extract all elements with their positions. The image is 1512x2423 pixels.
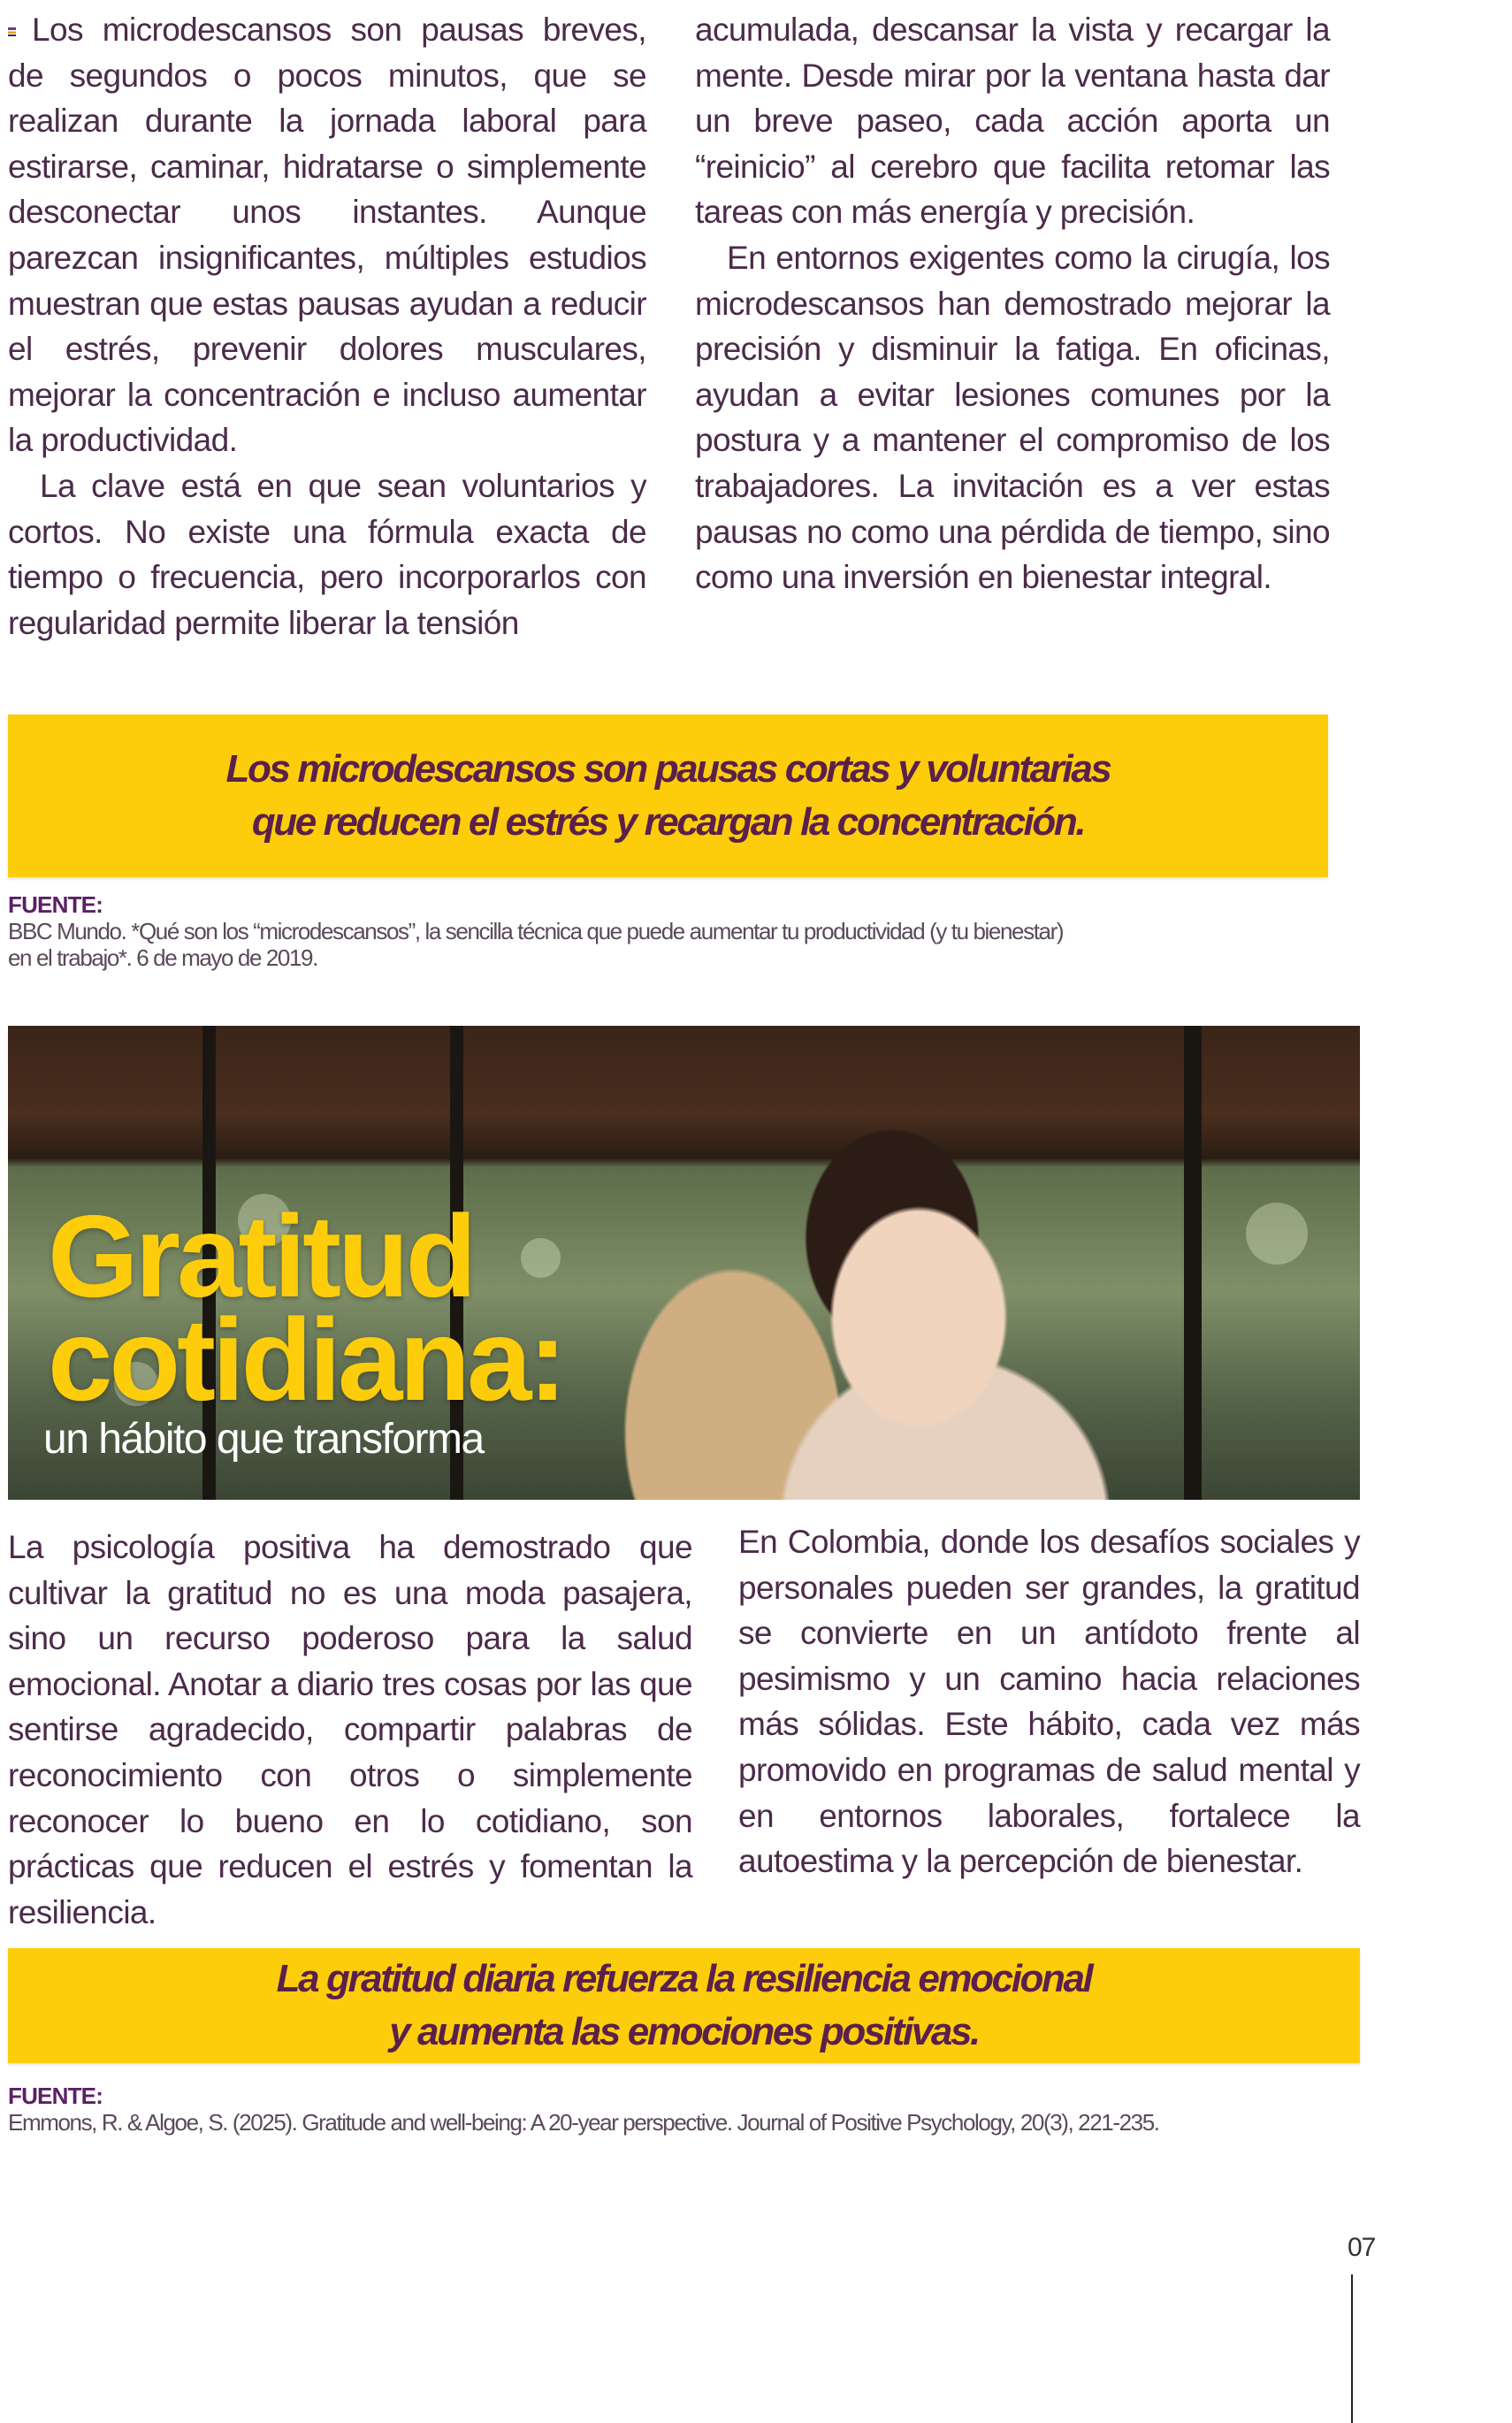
microbreaks-source [8,891,1063,971]
quote-line: La gratitud diaria refuerza la resiliencia emocional [276,1957,1092,2000]
gratitude-source [8,2083,1159,2136]
paragraph: La psicología positiva ha demostrado que cultivar la gratitud no es una moda pasajera, sino un recurso poderoso para la salud emocional. Anotar a diario tres cosas por las que sentirse agradecido, compartir palabras de reconocimiento con otros o simplemente reconocer lo bueno en lo cotidiano, son prácticas que reducen el estrés y fomentan la resiliencia. [8,1529,692,1930]
microbreaks-left-column [8,7,646,646]
source-text: Emmons, R. & Algoe, S. (2025). Gratitude and well-being: A 20-year perspective. Journal of Positive Psychology, 20(3), 221-235. [8,2109,1159,2136]
paragraph: acumulada, descansar la vista y recargar la mente. Desde mirar por la ventana hasta dar un breve paseo, cada acción aporta un “reinicio” al cerebro que facilita retomar las tareas con más energía y precisión. [695,11,1330,231]
source-text: en el trabajo*. 6 de mayo de 2019. [8,944,317,971]
page-divider-line [1351,2274,1353,2423]
quote-line: que reducen el estrés y recargan la concentración. [251,800,1085,844]
bokeh-light [1246,1203,1308,1265]
gratitude-subtitle: un hábito que transforma [43,1416,484,1463]
source-text: BBC Mundo. *Qué son los “microdescansos”, la sencilla técnica que puede aumentar tu productividad (y tu bienestar) [8,918,1064,944]
bokeh-light [521,1238,561,1278]
paragraph: En entornos exigentes como la cirugía, los microdescansos han demostrado mejorar la precisión y disminuir la fatiga. En oficinas, ayudan a evitar lesiones comunes por la postura y a mantener el compromiso de los trabajadores. La invitación es a ver estas pausas no como una pérdida de tiempo, sino como una inversión en bienestar integral. [695,239,1330,596]
paragraph: La clave está en que sean voluntarios y cortos. No existe una fórmula exacta de tiempo o frecuencia, pero incorporarlos con regularidad permite liberar la tensión [8,467,646,641]
gratitude-left-column [8,1525,692,1935]
paragraph: En Colombia, donde los desafíos sociales y personales pueden ser grandes, la gratitud se convierte en un antídoto frente al pesimismo y un camino hacia relaciones más sólidas. Este hábito, cada vez más promovido en programas de salud mental y en entornos laborales, fortalece la autoestima y la percepción de bienestar. [738,1524,1360,1880]
microbreaks-highlight-quote [8,715,1328,877]
gratitude-title-line: Gratitud [48,1191,474,1321]
color-marker-icon [8,27,16,36]
gratitude-right-column [738,1519,1360,1884]
paragraph [8,7,646,463]
source-label: FUENTE: [8,891,103,918]
quote-line: y aumenta las emociones positivas. [389,2010,979,2053]
page-number: 07 [1348,2233,1376,2262]
gratitude-hero-photo [8,1026,1360,1500]
paragraph-text: Los microdescansos son pausas breves, de segundos o pocos minutos, que se realizan durante la jornada laboral para estirarse, caminar, hidratarse o simplemente desconectar unos instantes. Aunque parezcan insignificantes, múltiples estudios muestran que estas pausas ayudan a reducir el estrés, prevenir dolores musculares, mejorar la concentración e incluso aumentar la productividad. [8,11,646,459]
gratitude-highlight-quote [8,1948,1360,2063]
source-label: FUENTE: [8,2083,103,2109]
microbreaks-right-column [695,7,1330,600]
quote-line: Los microdescansos son pausas cortas y voluntarias [225,747,1111,791]
gratitude-title-line: cotidiana: [48,1295,564,1425]
